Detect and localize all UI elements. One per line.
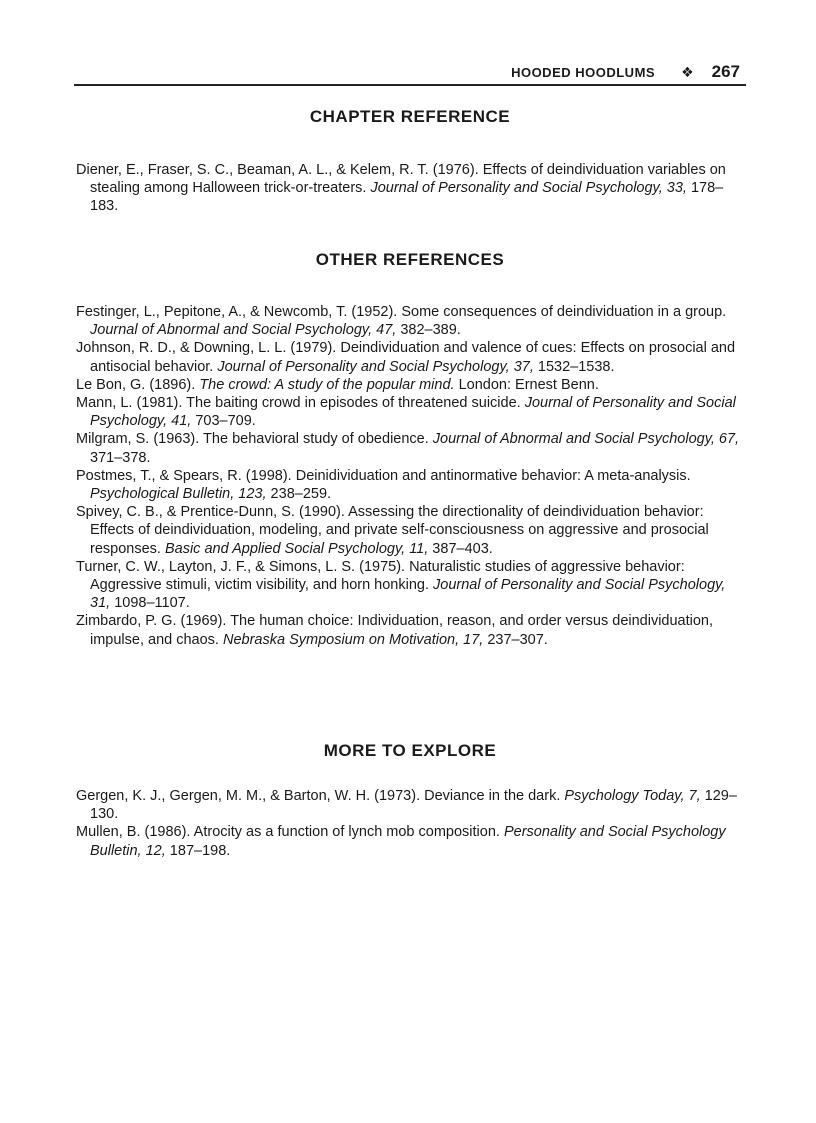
diamond-ornament-icon: ❖ [681, 64, 694, 80]
reference-entry: Zimbardo, P. G. (1969). The human choice: Individuation, reason, and order versus deindividuation, impulse, and chaos. Nebraska Symposium on Motivation, 17, 237–307. [76, 613, 714, 648]
reference-entry: Postmes, T., & Spears, R. (1998). Deinidividuation and antinormative behavior: A meta-analysis. Psychological Bulletin, 123, 238–259. [76, 467, 691, 503]
running-head-title: HOODED HOODLUMS [511, 64, 656, 80]
reference-entry: Festinger, L., Pepitone, A., & Newcomb, T. (1952). Some consequences of deindividuation in a group. Journal of Abnormal and Social Psychology, 47, 382–389. [76, 304, 727, 339]
reference-entry: Milgram, S. (1963). The behavioral study of obedience. Journal of Abnormal and Social Psychology, 67, 371–378. [76, 431, 740, 466]
reference-entry: Le Bon, G. (1896). The crowd: A study of the popular mind. London: Ernest Benn. [76, 376, 599, 393]
running-head [74, 60, 746, 86]
reference-entry: Diener, E., Fraser, S. C., Beaman, A. L., & Kelem, R. T. (1976). Effects of deindividuation variables on stealing among Halloween trick-or-treaters. Journal of Personality and Social Psychology, 33, 178–183. [76, 162, 726, 215]
reference-entry: Gergen, K. J., Gergen, M. M., & Barton, W. H. (1973). Deviance in the dark. Psychology Today, 7, 129–130. [76, 788, 737, 823]
page-number: 267 [711, 62, 740, 81]
chapter-reference-heading: CHAPTER REFERENCE [309, 107, 511, 126]
reference-entry: Turner, C. W., Layton, J. F., & Simons, L. S. (1975). Naturalistic studies of aggressive behavior: Aggressive stimuli, victim visibility, and horn honking. Journal of Personality and Social Psychology, 31, 1098–1107. [76, 558, 726, 612]
reference-entry: Johnson, R. D., & Downing, L. L. (1979). Deindividuation and valence of cues: Effects on prosocial and antisocial behavior. Journal of Personality and Social Psychology, 37, 1532–1538. [76, 340, 736, 375]
more-to-explore-heading: MORE TO EXPLORE [323, 741, 497, 760]
more-to-explore-list [76, 787, 742, 860]
reference-entry: Mullen, B. (1986). Atrocity as a function of lynch mob composition. Personality and Social Psychology Bulletin, 12, 187–198. [76, 824, 726, 859]
reference-entry: Spivey, C. B., & Prentice-Dunn, S. (1990). Assessing the directionality of deindividuation behavior: Effects of deindividuation, modeling, and private self-consciousness on aggressive and prosocial responses. Basic and Applied Social Psychology, 11, 387–403. [76, 504, 709, 557]
other-references-list [76, 303, 742, 649]
reference-entry: Mann, L. (1981). The baiting crowd in episodes of threatened suicide. Journal of Personality and Social Psychology, 41, 703–709. [76, 395, 736, 430]
other-references-heading: OTHER REFERENCES [315, 250, 505, 269]
chapter-reference-list [76, 161, 742, 216]
